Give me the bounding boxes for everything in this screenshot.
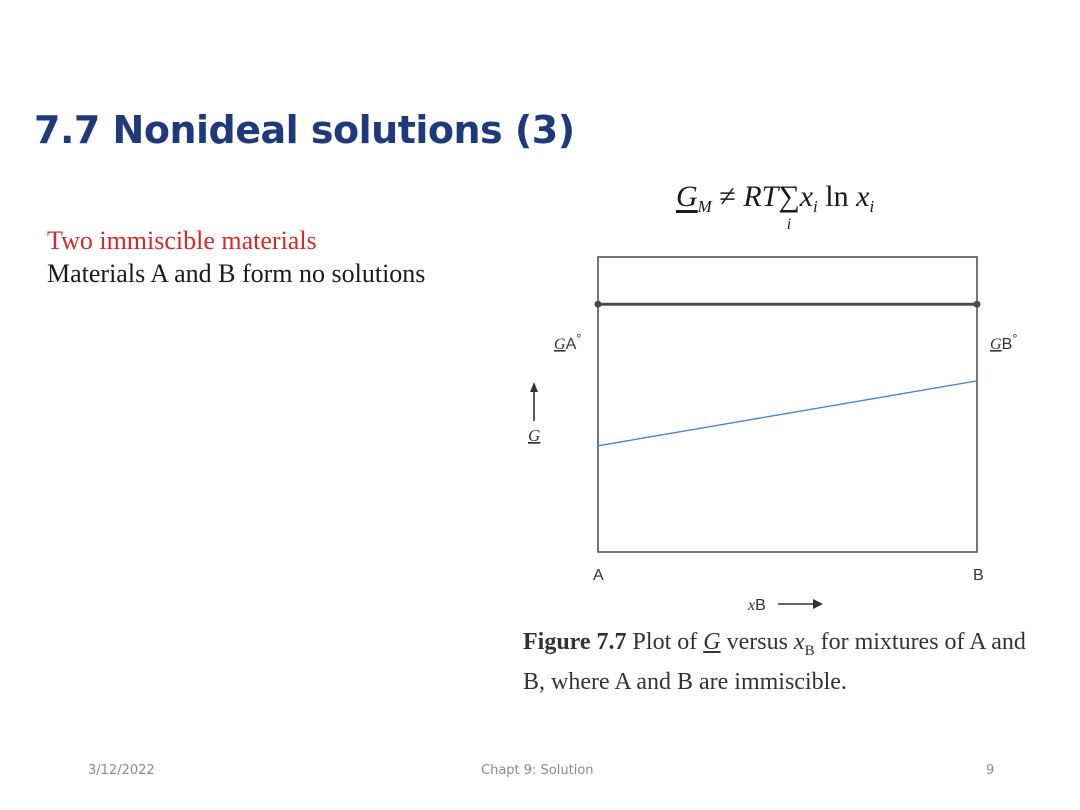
series-group [595,301,981,446]
footer-page-number: 9 [986,763,995,778]
eq-x1-sub: i [813,197,818,216]
eq-relation: ≠ [719,180,736,213]
caption-x-sub: B [804,642,815,659]
gibbs-equation [676,180,875,233]
footer-date: 3/12/2022 [88,763,155,778]
point-gb [974,301,981,308]
eq-sum-index: i [786,216,792,233]
left-point-label: GA° [554,331,582,353]
eq-x2: x [856,180,870,213]
eq-ln: ln [825,180,849,213]
eq-x1: x [799,180,814,213]
eq-sum [778,180,800,233]
eq-x2-sub: i [869,197,875,216]
mixture-g-line [598,381,977,446]
plot-frame [598,257,977,552]
y-axis-label: G [528,426,541,445]
body-line: Materials A and B form no solutions [47,259,426,288]
eq-g-symbol: G [676,180,698,213]
plot-svg [520,240,1060,620]
y-axis-arrow-head [530,382,538,392]
corner-label-a: A [593,567,604,584]
caption-text-1: Plot of [626,629,704,655]
right-point-label: GB° [990,331,1018,353]
caption-label: Figure 7.7 [523,629,627,655]
corner-label-b: B [973,567,984,584]
x-axis-label: xB [748,597,766,614]
caption-g: G [703,629,721,655]
eq-sum-symbol: ∑ [778,180,800,213]
figure-caption [523,627,1043,698]
eq-g-subscript: M [697,197,712,216]
caption-text-2: versus [720,629,794,655]
point-ga [595,301,602,308]
x-axis-arrow-head [813,599,823,609]
eq-rt: RT [743,180,779,213]
body-text-block [47,224,425,290]
footer-center: Chapt 9: Solution [481,763,594,778]
subheading: Two immiscible materials [47,226,317,255]
caption-x: x [793,629,805,655]
caption-text-3: for mixtures of A and B, where A and B are immiscible. [523,629,1026,695]
slide-title: 7.7 Nonideal solutions (3) [34,108,575,152]
